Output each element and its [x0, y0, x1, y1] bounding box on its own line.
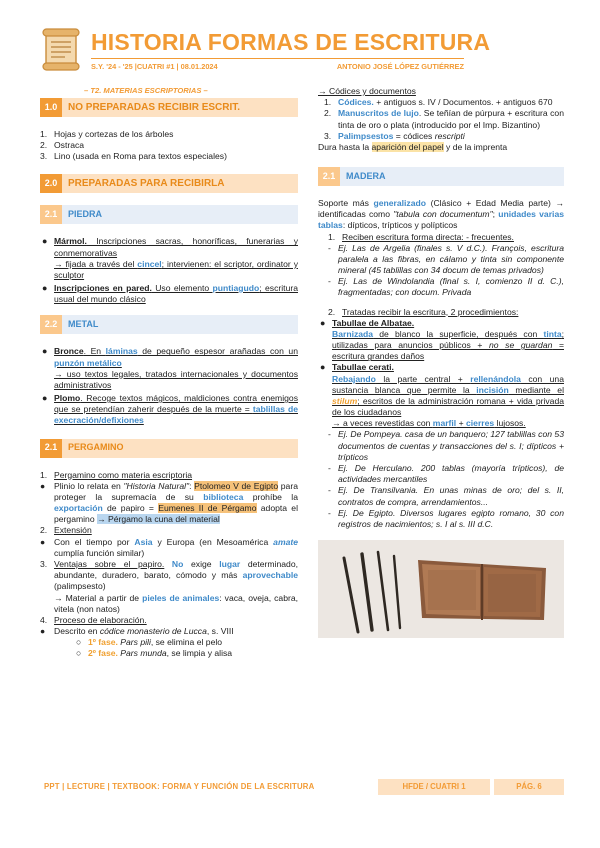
procedimientos-list	[318, 318, 564, 430]
section-number: 2.0	[40, 174, 62, 193]
section-number: 2.1	[318, 167, 340, 186]
right-column	[318, 86, 564, 641]
list-item: - Ej. Las de Argelia (finales s. V d.C.). François, escritura paralela a las fibras, en cálamo y tinta sin componente mineral (45 tablillas con 34 docum de temas privados)	[328, 242, 564, 276]
list-item: ● Inscripciones en pared. Uso elemento puntiagudo; escritura usual del mundo clásico	[42, 283, 298, 305]
codices-list	[318, 97, 564, 142]
list-item: 3. Lino (usada en Roma para textos especiales)	[40, 151, 227, 162]
list-item: 3. Palimpsestos = códices rescripti	[324, 130, 465, 141]
examples-cerati	[318, 429, 564, 530]
footer-course: HFDE / CUATRI 1	[378, 779, 490, 795]
list-item: ● Tabullae de Albatae. Barnizada de blanco la superficie, después con tinta; utilizadas para anuncios públicos + no se guardan = escritura grandes daños	[320, 317, 564, 362]
no-preparadas-list	[40, 129, 298, 163]
author-name: ANTONIO JOSÉ LÓPEZ GUTIÉRREZ	[336, 62, 464, 71]
list-item: ● Descrito en códice monasterio de Lucca, s. VIII ○ 1º fase. Pars pili, se elimina el pelo ○ 2º fase. Pars munda, se limpia y alisa	[40, 626, 298, 660]
section-number: 2.1	[40, 205, 62, 224]
list-item: ● Tabullae cerati. Rebajando la parte central + rellenándola con una sustancia blanca que permite la incisión mediante el stilum; escritos de la administración romana + vida privada de los ciudadanos → a veces revestidas con marfil + cierres lujosos.	[320, 362, 565, 429]
section-label: NO PREPARADAS RECIBIR ESCRIT.	[62, 98, 298, 117]
section-1-0	[40, 98, 298, 117]
list-item: 2. Manuscritos de lujo. Se teñían de púrpura + escritura con tinta de oro o plata (introducido por el Imp. Bizantino)	[324, 108, 564, 130]
list-item: 4. Proceso de elaboración.	[40, 614, 147, 625]
list-item: - Ej. De Transilvania. En unas minas de oro; del s. II, contratos de compra, arrendamientos...	[328, 485, 564, 507]
dura-text: Dura hasta la aparición del papel y de la imprenta	[318, 141, 508, 152]
list-item: 2. Tratadas recibir la escritura, 2 procedimientos:	[328, 306, 519, 317]
section-madera	[318, 167, 564, 186]
section-2-0	[40, 174, 298, 193]
list-item: ● Plinio lo relata en "Historia Natural": Ptolomeo V de Egipto para proteger la supremacía de su biblioteca prohíbe la exportación de papiro = Eumenes II de Pérgamo adopta el pergamino → Pérgamo la cuna del material	[40, 480, 298, 525]
list-item: ○ 1º fase. Pars pili, se elimina el pelo	[76, 637, 223, 648]
madera-list-1	[318, 232, 564, 243]
section-number: 1.0	[40, 98, 62, 117]
list-item: 1. Hojas y cortezas de los árboles	[40, 128, 174, 139]
pergamino-list	[40, 470, 298, 660]
topic-subtitle: – T2. MATERIAS ESCRIPTORIAS –	[84, 86, 208, 95]
list-item: 2. Ostraca	[40, 140, 85, 151]
page-number: PÁG. 6	[494, 779, 564, 795]
section-label: PIEDRA	[62, 205, 298, 224]
footer-source: PPT | LECTURE | TEXTBOOK: FORMA Y FUNCIÓN DE LA ESCRITURA	[44, 781, 315, 791]
section-label: METAL	[62, 315, 298, 334]
section-number: 2.2	[40, 315, 62, 334]
section-label: PERGAMINO	[62, 439, 298, 458]
madera-list-2	[318, 307, 564, 318]
examples-direct	[318, 243, 564, 299]
header-meta	[91, 58, 464, 72]
scroll-icon	[38, 26, 84, 72]
metal-list	[40, 346, 298, 426]
list-item: ● Con el tiempo por Asia y Europa (en Mesoamérica amate cumplía función similar)	[40, 536, 299, 558]
section-piedra	[40, 205, 298, 224]
codices-heading: → Códices y documentos	[318, 86, 416, 96]
madera-intro: Soporte más generalizado (Clásico + Edad Media parte) → identificadas como "tabula con documentum"; unidades varias tablas: dípticos, trípticos y polípticos	[318, 198, 565, 231]
list-item: ● Plomo. Recoge textos mágicos, maldiciones contra enemigos que se pretendían zaherir después de la muerte = tablillas de execración/defixiones	[42, 393, 298, 426]
list-item: ○ 2º fase. Pars munda, se limpia y alisa	[76, 648, 233, 659]
left-column	[40, 86, 298, 660]
wax-tablet-photo	[318, 540, 564, 638]
section-label: MADERA	[340, 167, 564, 186]
list-item: - Ej. De Herculano. 200 tablas (mayoría trípticos), de actividades mercantiles	[328, 462, 564, 485]
list-item: ● Bronce. En láminas de pequeño espesor arañadas con un punzón metálico → uso textos legales, tratados internacionales y documentos administrativos	[42, 346, 298, 390]
course-info: S.Y. '24 - '25 |CUATRI #1 | 08.01.2024	[91, 62, 218, 71]
list-item: 1. Pergamino como materia escriptoria	[40, 469, 193, 480]
list-item: 3. Ventajas sobre el papiro. No exige lugar determinado, abundante, duradero, barato, cómodo y más aprovechable (palimpsesto) → Material a partir de pieles de animales: vaca, oveja, cabra, vitela (non natos)	[40, 558, 299, 614]
section-number: 2.1	[40, 439, 62, 458]
list-item: ● Mármol. Inscripciones sacras, honoríficas, funerarias y conmemorativas → fijada a través del cincel; intervienen: el scriptor, ordinator y sculptor	[42, 236, 298, 280]
section-pergamino	[40, 439, 298, 458]
list-item: - Ej. De Egipto. Diversos lugares egipto romano, 30 con registros de nacimientos; s. I al s. III d.C.	[328, 507, 564, 529]
list-item: 2. Extensión	[40, 525, 92, 536]
list-item: - Ej. Las de Windolandia (final s. I, comienzo II d. C.), fragmentadas; con docum. Privada	[328, 276, 564, 298]
list-item: - Ej. De Pompeya. casa de un banquero; 127 tablillas con 53 documentos de cuentas y transacciones del s. I; dípticos + trípticos	[328, 429, 564, 462]
list-item: 1. Reciben escritura forma directa: - frecuentes.	[328, 231, 514, 242]
page-footer	[40, 779, 564, 795]
piedra-list	[40, 236, 298, 305]
fases-list	[76, 637, 298, 659]
section-metal	[40, 315, 298, 334]
section-label: PREPARADAS PARA RECIBIRLA	[62, 174, 298, 193]
list-item: 1. Códices. + antiguos s. IV / Documentos. + antiguos 670	[324, 97, 553, 108]
page-title: HISTORIA FORMAS DE ESCRITURA	[91, 29, 491, 55]
